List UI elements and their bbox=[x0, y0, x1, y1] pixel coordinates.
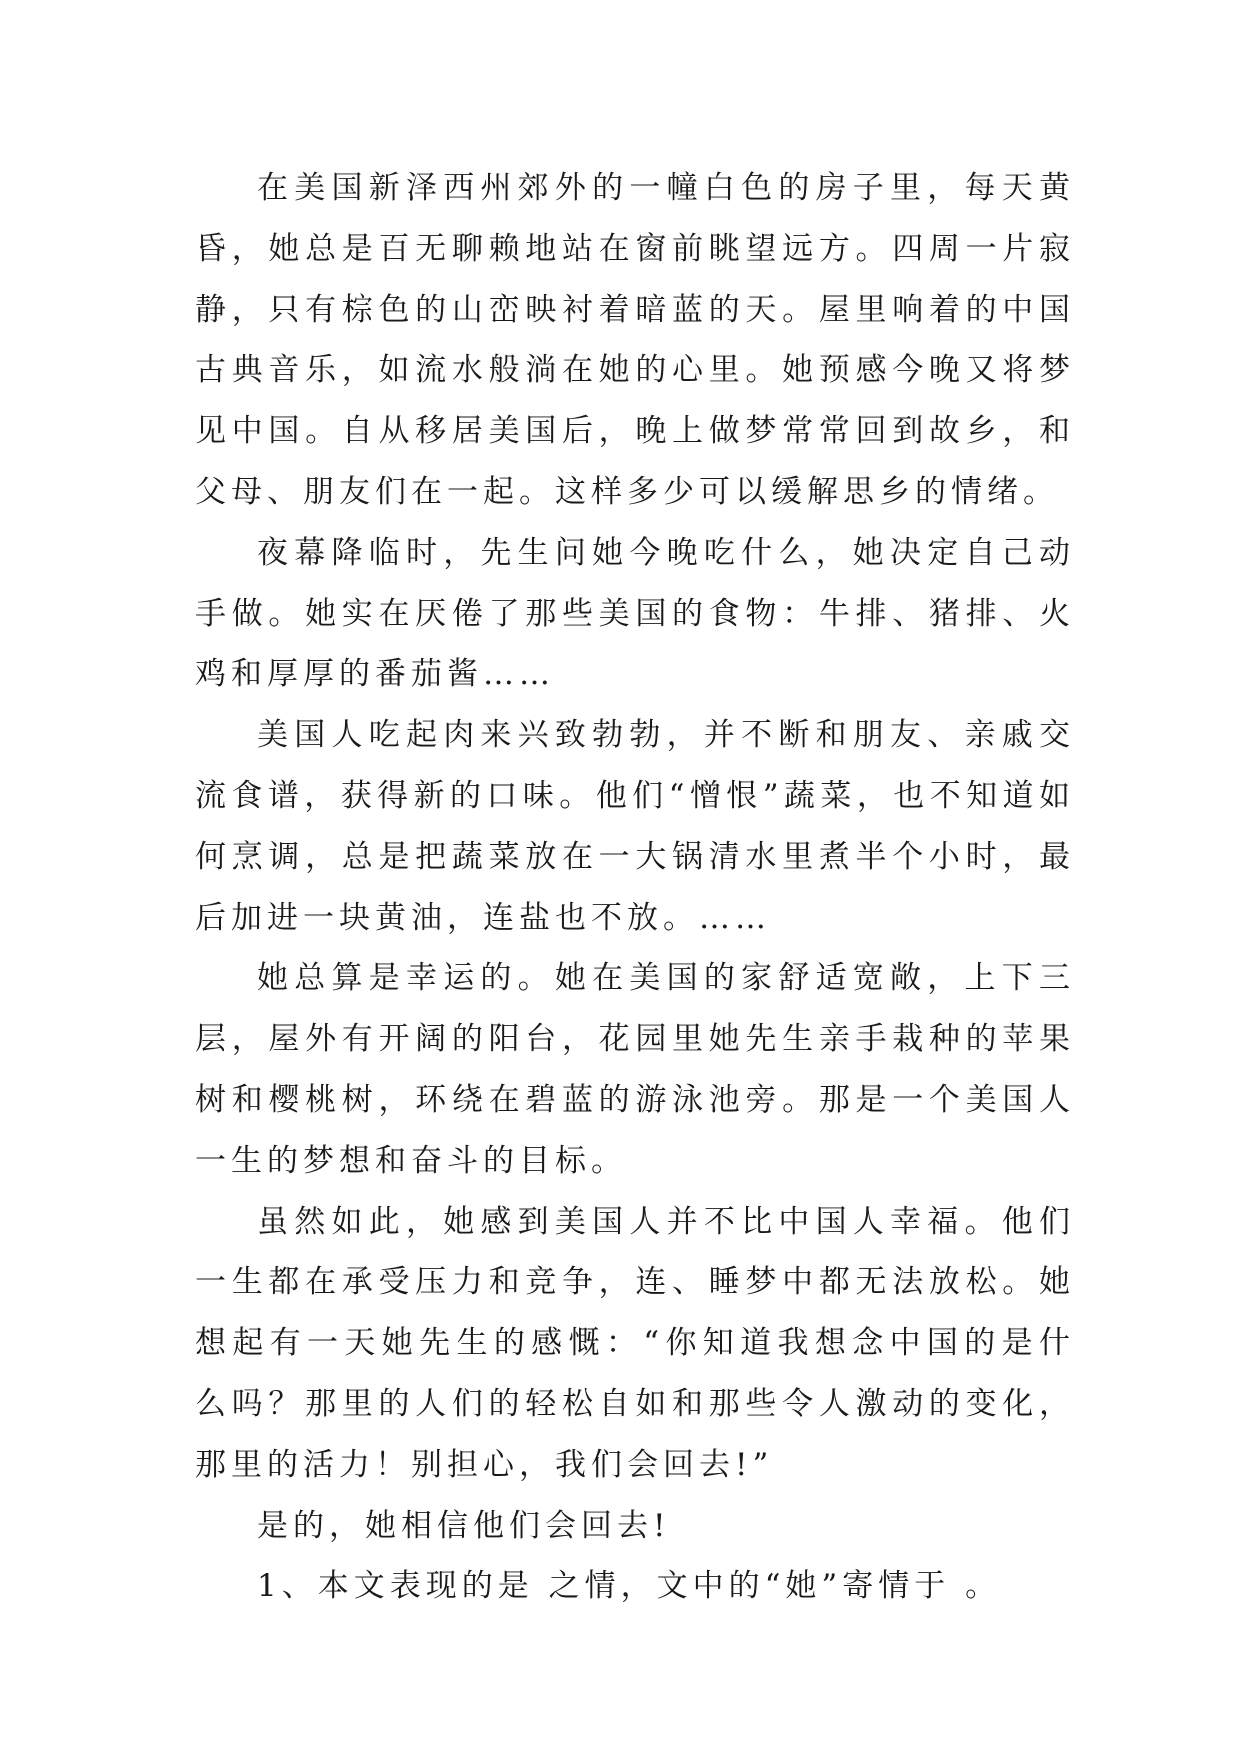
paragraph: 是的，她相信他们会回去! bbox=[257, 1507, 671, 1544]
paragraph: 她总算是幸运的。她在美国的家舒适宽敞，上下三层，屋外有开阔的阳台，花园里她先生亲手栽种的苹果树和樱桃树，环绕在碧蓝的游泳池旁。那是一个美国人一生的梦想和奋斗的目标。 bbox=[195, 960, 1075, 1179]
question-item: 1、本文表现的是 之情，文中的“她”寄情于 。 bbox=[257, 1568, 1002, 1605]
paragraph: 美国人吃起肉来兴致勃勃，并不断和朋友、亲戚交流食谱，获得新的口味。他们“憎恨”蔬菜，也不知道如何烹调，总是把蔬菜放在一大锅清水里煮半个小时，最后加进一块黄油，连盐也不放。…… bbox=[195, 717, 1075, 936]
article-body bbox=[195, 158, 1075, 1617]
paragraph: 夜幕降临时，先生问她今晚吃什么，她决定自己动手做。她实在厌倦了那些美国的食物：牛排、猪排、火鸡和厚厚的番茄酱…… bbox=[195, 534, 1075, 693]
paragraph: 在美国新泽西州郊外的一幢白色的房子里，每天黄昏，她总是百无聊赖地站在窗前眺望远方。四周一片寂静，只有棕色的山峦映衬着暗蓝的天。屋里响着的中国古典音乐，如流水般淌在她的心里。她预感今晚又将梦见中国。自从移居美国后，晚上做梦常常回到故乡，和父母、朋友们在一起。这样多少可以缓解思乡的情绪。 bbox=[195, 170, 1075, 510]
paragraph: 虽然如此，她感到美国人并不比中国人幸福。他们一生都在承受压力和竞争，连、睡梦中都无法放松。她想起有一天她先生的感慨：“你知道我想念中国的是什么吗？那里的人们的轻松自如和那些令人激动的变化，那里的活力！别担心，我们会回去!” bbox=[195, 1203, 1075, 1483]
